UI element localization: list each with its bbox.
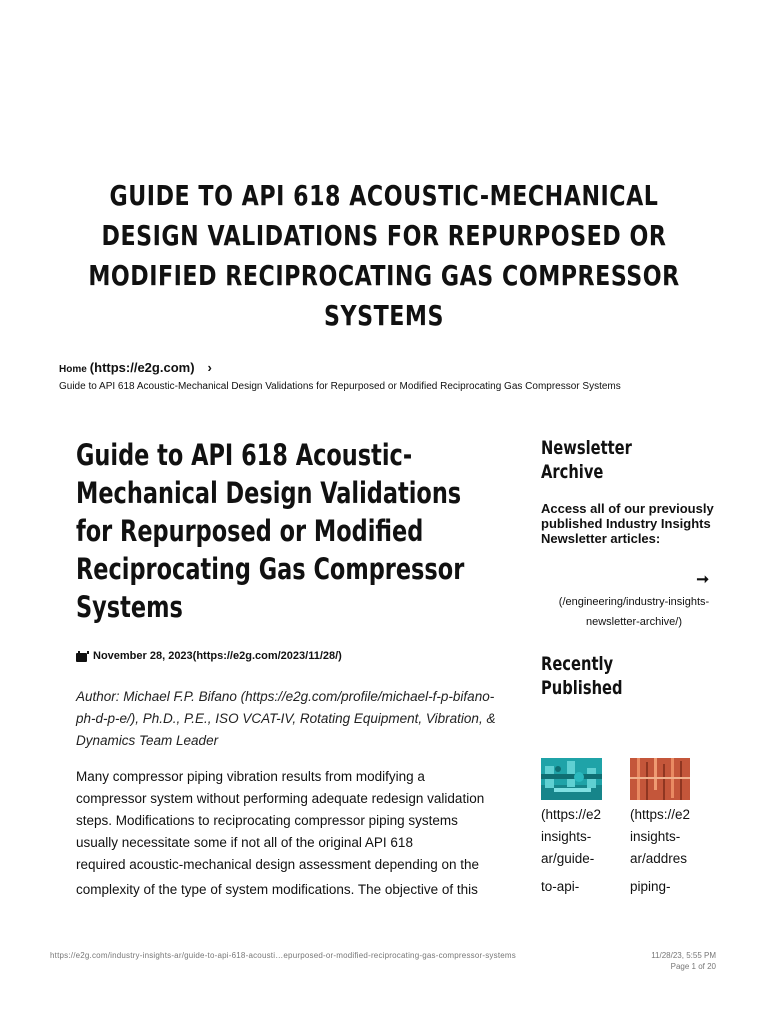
footer-page-number: Page 1 of 20: [670, 962, 716, 971]
recent-post[interactable]: [541, 758, 615, 898]
publish-date: [76, 650, 342, 662]
newsletter-archive-link[interactable]: (/engineering/industry-insights-newsletter-archive/): [558, 596, 710, 628]
recent-post[interactable]: [630, 758, 704, 898]
chevron-right-icon: ›: [207, 360, 212, 375]
recent-post-link[interactable]: (https://e2 insights- ar/guide- to-api-: [541, 807, 602, 894]
article-title: Guide to API 618 Acoustic-Mechanical Design Validations for Repurposed or Modified Reciprocating Gas Compressor Systems: [76, 438, 465, 624]
orange-vibration-thumbnail[interactable]: [630, 758, 690, 800]
footer-timestamp: 11/28/23, 5:55 PM: [651, 951, 716, 960]
breadcrumb: [59, 360, 719, 392]
body-line: complexity of the type of system modifications. The objective of this: [76, 882, 478, 897]
footer-url: https://e2g.com/industry-insights-ar/guide-to-api-618-acousti…epurposed-or-modified-reciprocating-gas-compressor-systems: [50, 951, 516, 960]
publish-date-link[interactable]: November 28, 2023(https://e2g.com/2023/11/28/): [93, 650, 342, 662]
article-body: [76, 766, 516, 901]
recent-posts: [541, 758, 704, 898]
body-line: compressor system without performing adequate redesign validation: [76, 791, 485, 806]
body-line: required acoustic-mechanical design assessment depending on the: [76, 857, 479, 872]
footer-meta: [651, 950, 716, 972]
body-line: Many compressor piping vibration results from modifying a: [76, 769, 425, 784]
breadcrumb-current: Guide to API 618 Acoustic-Mechanical Design Validations for Repurposed or Modified Reciprocating Gas Compressor Systems: [59, 381, 621, 392]
calendar-icon: [76, 651, 87, 662]
body-line: usually necessitate some if not all of the original API 618: [76, 835, 413, 850]
newsletter-archive-heading: Newsletter Archive: [541, 437, 632, 483]
recently-published-heading: Recently Published: [541, 653, 623, 699]
breadcrumb-home-link[interactable]: Home: [59, 364, 87, 375]
sidebar: [541, 436, 721, 700]
arrow-right-icon[interactable]: ➞: [696, 571, 709, 588]
page-title: GUIDE TO API 618 ACOUSTIC-MECHANICAL DESIGN VALIDATIONS FOR REPURPOSED OR MODIFIED RECIPROCATING GAS COMPRESSOR SYSTEMS: [88, 179, 680, 332]
piping-model-thumbnail[interactable]: [541, 758, 602, 800]
author-line: Author: Michael F.P. Bifano (https://e2g.com/profile/michael-f-p-bifano-ph-d-p-e/), Ph.D., P.E., ISO VCAT-IV, Rotating Equipment, Vibration, & Dynamics Team Leader: [76, 689, 496, 748]
body-line: steps. Modifications to reciprocating compressor piping systems: [76, 813, 458, 828]
newsletter-description: Access all of our previously published Industry Insights Newsletter articles:: [541, 501, 714, 546]
recent-post-link[interactable]: (https://e2 insights- ar/addres piping-: [630, 807, 691, 894]
breadcrumb-home-url[interactable]: (https://e2g.com): [89, 360, 195, 375]
